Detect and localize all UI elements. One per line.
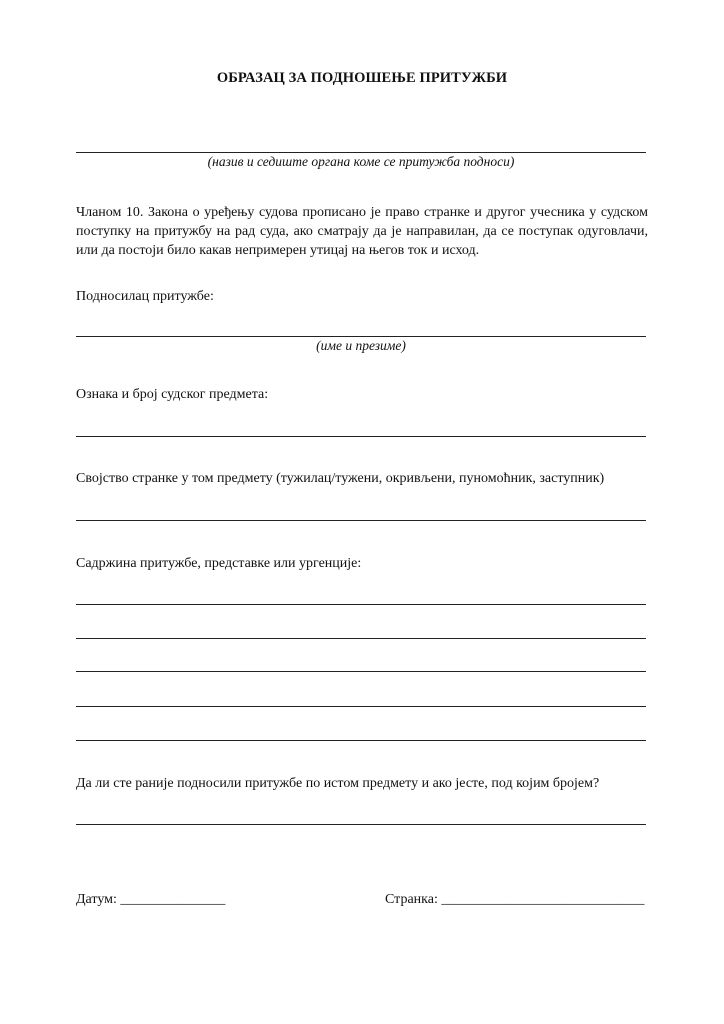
party-role-label: Својство странке у том предмету (тужилац/тужени, окривљени, пуномоћник, заступник)	[76, 471, 605, 486]
date-field[interactable]	[76, 892, 225, 908]
complainant-name-line[interactable]	[76, 336, 646, 337]
organ-name-caption: (назив и седиште органа коме се притужба подноси)	[207, 154, 515, 169]
party-signature-blank[interactable]: _____________________________	[441, 892, 645, 907]
party-signature-label: Странка:	[385, 892, 442, 907]
complainant-label: Подносилац притужбе:	[76, 289, 214, 304]
complaint-content-line[interactable]	[76, 638, 646, 639]
form-title: ОБРАЗАЦ ЗА ПОДНОШЕЊЕ ПРИТУЖБИ	[216, 70, 508, 86]
date-label: Датум:	[76, 892, 121, 907]
case-number-line[interactable]	[76, 436, 646, 437]
organ-name-line[interactable]	[76, 152, 646, 153]
complaint-content-label: Садржина притужбе, представке или ургенције:	[76, 556, 362, 571]
prior-complaints-label: Да ли сте раније подносили притужбе по истом предмету и ако јесте, под којим бројем?	[76, 776, 600, 791]
complaint-content-line[interactable]	[76, 604, 646, 605]
party-role-line[interactable]	[76, 520, 646, 521]
date-blank[interactable]: _______________	[120, 892, 226, 907]
complaint-content-line[interactable]	[76, 740, 646, 741]
case-number-label: Ознака и број судског предмета:	[76, 387, 269, 402]
prior-complaints-line[interactable]	[76, 824, 646, 825]
name-caption: (име и презиме)	[316, 338, 406, 353]
party-signature-field[interactable]	[385, 892, 644, 908]
intro-paragraph: Чланом 10. Закона о уређењу судова прописано је право странке и другог учесника у судском поступку на притужбу на рад суда, ако сматрају да је направилан, да се поступак одуговлачи, или да постоји било какав непримерен утицај на његов ток и исход.	[76, 205, 648, 258]
complaint-content-line[interactable]	[76, 706, 646, 707]
complaint-content-line[interactable]	[76, 671, 646, 672]
